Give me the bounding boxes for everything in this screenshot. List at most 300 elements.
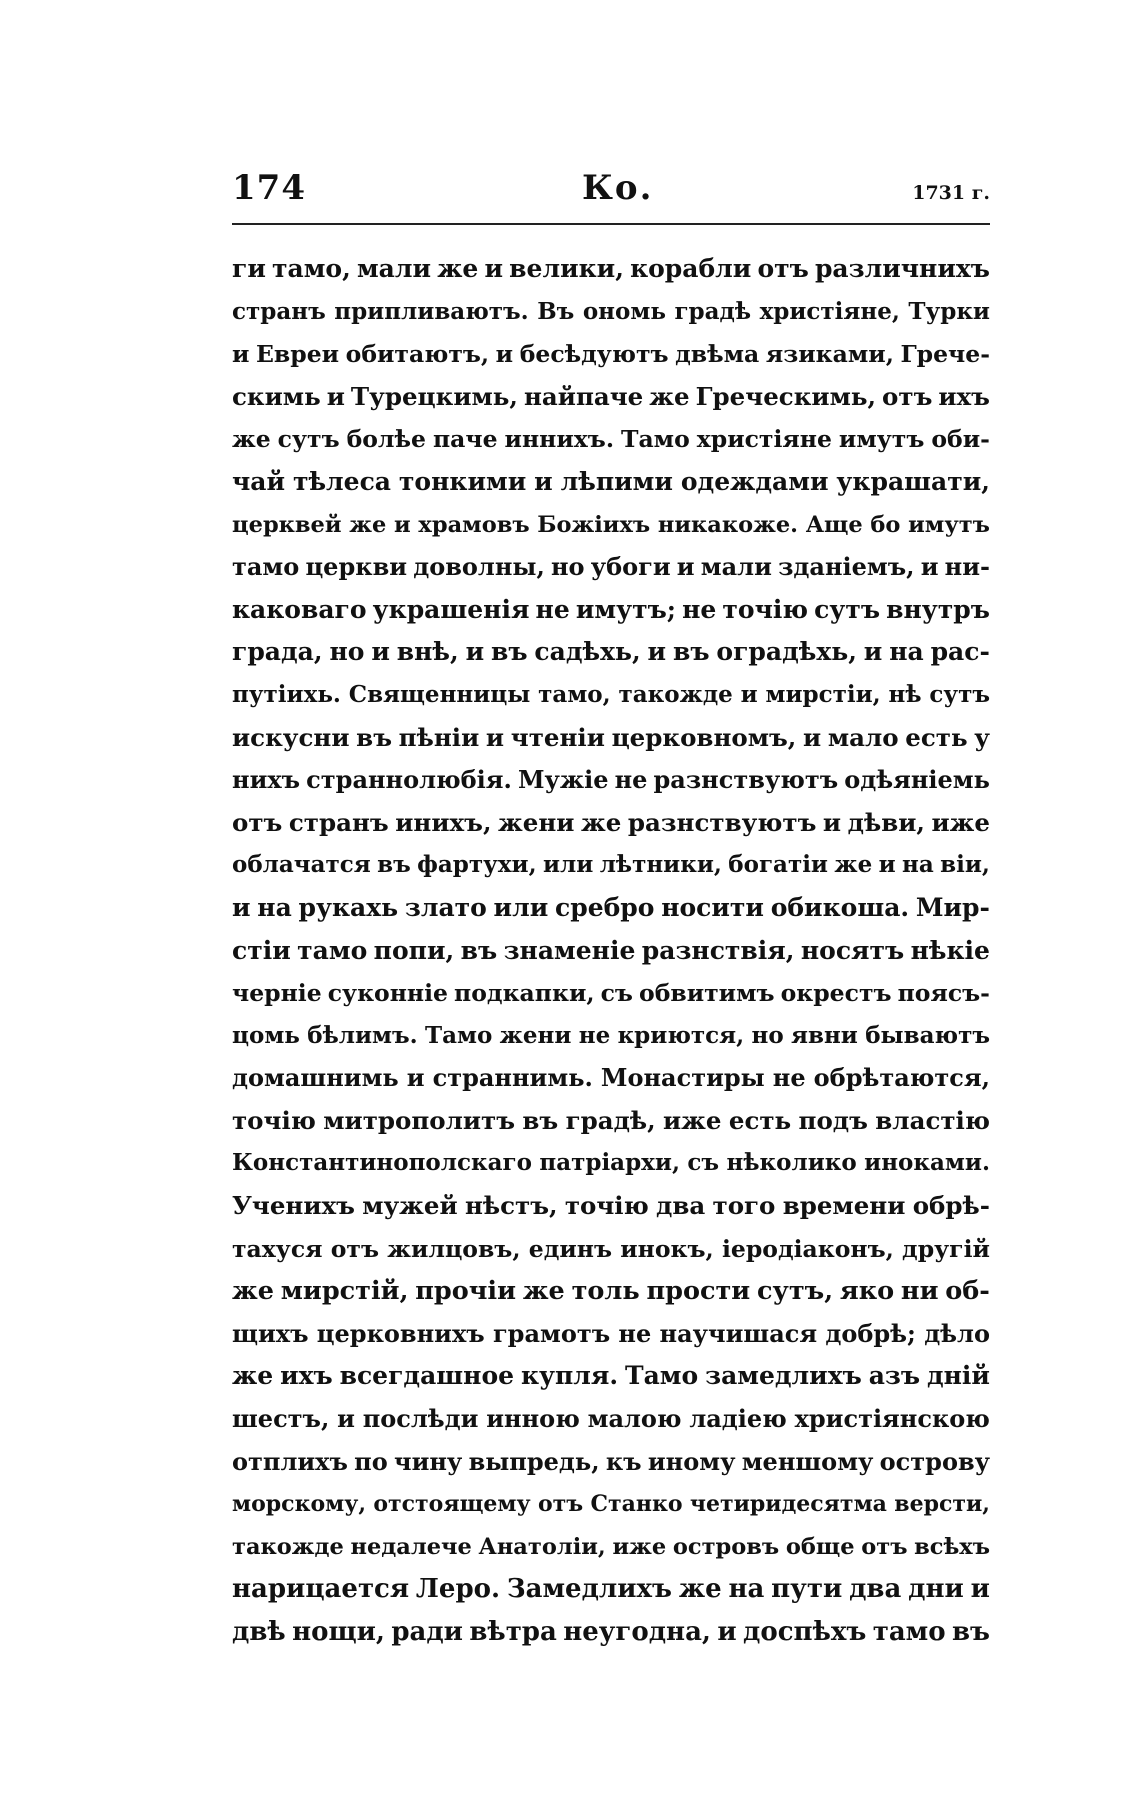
- word: замедлиxъ: [705, 1361, 862, 1391]
- word: грамотъ: [492, 1318, 611, 1348]
- word: Турки: [908, 297, 990, 325]
- word: и: [647, 637, 667, 667]
- word: разнствуютъ: [653, 765, 839, 795]
- word: жени: [499, 1021, 572, 1049]
- word: Константинополскаго: [232, 1149, 532, 1177]
- word: толь: [571, 1276, 640, 1307]
- word: малою: [587, 1404, 682, 1434]
- word: злато: [404, 892, 487, 922]
- word: имутъ: [838, 425, 925, 454]
- word: тамо: [297, 935, 368, 965]
- text-line: [232, 1057, 990, 1100]
- word: обрѣтаются,: [813, 1063, 990, 1093]
- word: митрополитъ: [323, 1105, 516, 1135]
- word: скимь: [232, 381, 321, 411]
- word: паче: [432, 425, 498, 454]
- word: об-: [945, 1276, 990, 1307]
- word: никакоже.: [657, 511, 798, 538]
- word: отъ: [537, 1491, 584, 1518]
- word: же: [349, 511, 387, 538]
- word: ради: [391, 1617, 463, 1647]
- word: зданіемъ,: [778, 552, 915, 582]
- word: дни: [908, 1574, 964, 1605]
- text-line: [232, 1441, 990, 1484]
- word: отстоящему: [373, 1491, 531, 1518]
- year-mark: 1731 г.: [912, 182, 990, 204]
- word: мирстій,: [280, 1276, 409, 1307]
- text-line: [232, 333, 990, 376]
- word: въ: [672, 637, 710, 667]
- word: такожде: [618, 680, 733, 708]
- text-line: [232, 1398, 990, 1441]
- word: окрестъ: [780, 979, 892, 1008]
- word: доволны,: [413, 552, 545, 582]
- word: и: [232, 892, 251, 922]
- word: оби-: [931, 425, 990, 454]
- word: инниxъ.: [504, 425, 614, 454]
- word: стіи: [232, 935, 291, 965]
- word: два: [656, 1191, 706, 1221]
- word: съ: [687, 1149, 720, 1177]
- word: и: [878, 851, 896, 879]
- word: Греческимь,: [695, 381, 877, 411]
- word: иниxъ,: [395, 807, 492, 837]
- word: же: [678, 1574, 722, 1605]
- word: научишася: [659, 1318, 818, 1348]
- word: бываютъ: [865, 1021, 990, 1049]
- word: же: [232, 1361, 274, 1391]
- word: украшати,: [836, 466, 990, 496]
- word: жилцовъ,: [387, 1234, 521, 1263]
- word: на: [889, 637, 924, 667]
- text-line: [232, 631, 990, 674]
- word: отъ: [232, 807, 283, 837]
- word: два: [849, 1574, 902, 1605]
- word: въ: [522, 1105, 559, 1135]
- word: подкапки,: [454, 979, 595, 1008]
- word: христіяне: [696, 425, 832, 454]
- word: неугодна,: [563, 1617, 711, 1647]
- word: купля.: [520, 1361, 619, 1391]
- word: и: [485, 722, 505, 752]
- word: Евреи: [256, 340, 340, 369]
- word: и: [465, 637, 485, 667]
- word: на: [728, 1574, 765, 1605]
- word: одѣяніемь: [844, 765, 990, 795]
- word: отъ: [882, 381, 933, 411]
- text-line: [232, 1611, 990, 1654]
- page-number: 174: [232, 168, 306, 208]
- word: другій: [902, 1234, 990, 1263]
- text-line: [232, 1313, 990, 1356]
- word: Тамо: [620, 425, 690, 454]
- word: христіяне,: [759, 297, 900, 325]
- word: Монастиры: [600, 1063, 765, 1093]
- word: инокъ,: [620, 1234, 714, 1263]
- word: бесѣдуютъ: [519, 340, 669, 369]
- word: разнствія,: [641, 935, 795, 965]
- word: Аще: [805, 511, 863, 538]
- word: различнихъ: [814, 254, 990, 283]
- word: жени: [498, 807, 575, 837]
- word: богатіи: [728, 851, 828, 879]
- word: странъ: [288, 807, 389, 837]
- word: же: [232, 1276, 274, 1307]
- word: обрѣ-: [912, 1191, 990, 1221]
- word: и: [803, 722, 822, 752]
- word: мали: [700, 552, 772, 582]
- word: Божіихъ: [537, 511, 651, 538]
- word: послѣди: [362, 1404, 479, 1434]
- word: знаменіе: [503, 935, 636, 965]
- word: Станко: [590, 1491, 683, 1518]
- word: попи,: [373, 935, 455, 965]
- word: сутъ: [929, 680, 990, 708]
- word: лѣпими: [560, 466, 673, 496]
- word: въ: [377, 851, 411, 879]
- text-line: [232, 461, 990, 504]
- word: нѣколико: [726, 1149, 857, 1177]
- word: обвитимъ: [639, 979, 775, 1008]
- word: но: [329, 637, 365, 667]
- word: цомь: [232, 1021, 300, 1049]
- word: одеждами: [680, 466, 829, 496]
- word: отъ: [757, 254, 809, 283]
- word: островъ: [672, 1533, 780, 1560]
- word: иже: [663, 1105, 722, 1135]
- word: въ: [460, 935, 498, 965]
- word: Тамо: [425, 1021, 493, 1049]
- word: съ: [600, 979, 633, 1008]
- text-line: [232, 802, 990, 845]
- word: есть: [905, 722, 968, 752]
- word: христіянскою: [794, 1404, 990, 1434]
- text-line: [232, 1100, 990, 1143]
- word: всѣхъ: [914, 1533, 990, 1560]
- word: страннолюбія.: [306, 765, 512, 795]
- word: черніе: [232, 979, 322, 1008]
- word: на: [902, 851, 934, 879]
- word: иноками.: [864, 1149, 990, 1177]
- word: не: [618, 1318, 652, 1348]
- word: добрѣ;: [825, 1318, 916, 1348]
- word: лѣтники,: [599, 851, 722, 879]
- word: ладіею: [689, 1404, 787, 1434]
- word: Въ: [537, 297, 575, 325]
- word: подъ: [798, 1105, 868, 1135]
- word: но: [751, 1021, 784, 1049]
- word: не: [772, 1063, 806, 1093]
- word: градѣ: [674, 297, 752, 325]
- word: морскому,: [232, 1491, 366, 1518]
- text-line: [232, 589, 990, 632]
- text-line: [232, 1526, 990, 1569]
- word: Анатоліи,: [478, 1533, 606, 1560]
- word: недалече: [350, 1533, 472, 1560]
- word: же: [437, 254, 479, 283]
- text-line: [232, 546, 990, 589]
- word: странъ: [232, 297, 326, 325]
- word: и: [863, 637, 883, 667]
- text-line: [232, 1015, 990, 1058]
- word: и: [406, 1063, 425, 1093]
- word: же: [649, 381, 690, 411]
- word: Учениxъ: [232, 1191, 355, 1221]
- word: фартухи,: [417, 851, 537, 879]
- word: мали: [356, 254, 432, 283]
- word: же: [581, 807, 622, 837]
- word: каковаго: [232, 594, 367, 624]
- word: всегдашное: [339, 1361, 515, 1391]
- word: Тамо: [625, 1361, 699, 1391]
- word: храмовъ: [418, 511, 530, 538]
- word: версти,: [894, 1491, 990, 1518]
- word: прости: [646, 1276, 751, 1307]
- word: ихъ: [280, 1361, 333, 1391]
- word: ни: [900, 1276, 939, 1307]
- word: двѣ: [232, 1617, 286, 1647]
- word: поясъ-: [897, 979, 990, 1008]
- word: дній: [926, 1361, 990, 1391]
- word: же: [834, 851, 873, 879]
- word: и: [534, 466, 553, 496]
- word: острову: [879, 1446, 990, 1476]
- word: церквей: [232, 511, 342, 538]
- word: есть: [728, 1105, 792, 1135]
- word: не: [535, 594, 570, 624]
- word: сутъ: [277, 425, 340, 454]
- word: въ: [356, 722, 392, 752]
- text-line: [232, 1142, 990, 1185]
- word: внутръ: [886, 594, 990, 624]
- word: властію: [875, 1105, 990, 1135]
- word: обитаютъ,: [345, 340, 490, 369]
- word: Грече-: [900, 340, 990, 369]
- word: и: [484, 254, 504, 283]
- word: или: [542, 851, 594, 879]
- word: найпаче: [523, 381, 644, 411]
- text-line: [232, 1355, 990, 1398]
- page-header: [232, 168, 990, 218]
- body-text: [232, 248, 990, 1654]
- word: рас-: [930, 637, 990, 667]
- word: щихъ: [232, 1318, 309, 1348]
- text-line: [232, 248, 990, 291]
- word: у: [974, 722, 990, 752]
- word: Замедлиxъ: [506, 1574, 672, 1605]
- word: тонкими: [398, 466, 527, 496]
- word: разнствуютъ: [627, 807, 817, 837]
- word: или: [493, 892, 549, 922]
- word: дѣло: [924, 1318, 990, 1348]
- word: меншому: [741, 1446, 874, 1476]
- word: имутъ;: [575, 594, 676, 624]
- word: и: [326, 381, 345, 411]
- word: бо: [870, 511, 901, 538]
- word: оградѣхь,: [716, 637, 857, 667]
- text-line: [232, 972, 990, 1015]
- word: віи,: [940, 851, 990, 879]
- word: церковниxъ: [316, 1318, 485, 1348]
- word: не: [578, 1021, 611, 1049]
- word: церковномъ,: [611, 722, 797, 752]
- word: доспѣхъ: [743, 1617, 867, 1647]
- word: тамо,: [272, 254, 351, 283]
- word: того: [712, 1191, 776, 1221]
- word: времени: [782, 1191, 906, 1221]
- word: нарицается: [232, 1574, 410, 1605]
- word: нѣ: [888, 680, 922, 708]
- word: иже: [612, 1533, 667, 1560]
- word: такожде: [232, 1533, 344, 1560]
- word: искусни: [232, 722, 350, 752]
- text-line: [232, 674, 990, 717]
- word: велики,: [509, 254, 624, 283]
- word: суконніе: [327, 979, 448, 1008]
- word: но: [550, 552, 585, 582]
- word: четиридесятма: [689, 1491, 887, 1518]
- word: корабли: [630, 254, 752, 283]
- word: носити: [661, 892, 764, 922]
- word: носятъ: [800, 935, 905, 965]
- word: мирстіи,: [765, 680, 881, 708]
- word: криются,: [617, 1021, 745, 1049]
- word: Турецкимь,: [350, 381, 518, 411]
- word: нощи,: [292, 1617, 385, 1647]
- word: инною: [486, 1404, 580, 1434]
- text-line: [232, 1185, 990, 1228]
- word: вѣтра: [469, 1617, 557, 1647]
- word: рукахь: [298, 892, 399, 922]
- word: явни: [791, 1021, 858, 1049]
- word: язиками,: [765, 340, 894, 369]
- word: точію: [722, 594, 809, 624]
- word: чтеніи: [510, 722, 605, 752]
- word: прочіи: [415, 1276, 517, 1307]
- text-line: [232, 418, 990, 461]
- word: и: [232, 340, 250, 369]
- text-line: [232, 844, 990, 887]
- word: отплиxъ: [232, 1446, 348, 1476]
- word: по: [354, 1446, 388, 1476]
- word: обще: [785, 1533, 855, 1560]
- word: облачатся: [232, 851, 371, 879]
- word: градѣ,: [565, 1105, 656, 1135]
- word: яко: [839, 1276, 895, 1307]
- word: и: [717, 1617, 737, 1647]
- word: Мир-: [915, 892, 990, 922]
- word: и: [822, 807, 842, 837]
- text-line: [232, 1228, 990, 1271]
- word: мужей: [362, 1191, 458, 1221]
- header-rule: [232, 223, 990, 225]
- word: сутъ,: [757, 1276, 834, 1307]
- word: имутъ: [908, 511, 990, 538]
- word: азъ: [868, 1361, 921, 1391]
- text-line: [232, 1568, 990, 1611]
- text-line: [232, 717, 990, 760]
- word: не: [682, 594, 717, 624]
- word: бѣлимъ.: [307, 1021, 418, 1049]
- text-line: [232, 1270, 990, 1313]
- word: пути: [771, 1574, 843, 1605]
- word: дѣви,: [847, 807, 925, 837]
- word: сребро: [555, 892, 655, 922]
- word: града,: [232, 637, 323, 667]
- word: Мужіе: [517, 765, 609, 795]
- word: тамо: [232, 552, 300, 582]
- text-line: [232, 887, 990, 930]
- word: страннимь.: [432, 1063, 593, 1093]
- text-line: [232, 376, 990, 419]
- text-line: [232, 1483, 990, 1526]
- word: же: [232, 425, 271, 454]
- word: убоги: [590, 552, 671, 582]
- text-line: [232, 504, 990, 547]
- word: же: [522, 1276, 565, 1307]
- word: и: [676, 552, 695, 582]
- word: ги: [232, 254, 266, 283]
- word: садѣхь,: [534, 637, 641, 667]
- word: и: [495, 340, 514, 369]
- word: точію: [232, 1105, 316, 1135]
- word: нѣстъ,: [464, 1191, 558, 1221]
- word: не: [614, 765, 648, 795]
- word: сутъ: [814, 594, 881, 624]
- word: домашнимь: [232, 1063, 399, 1093]
- word: двѣма: [675, 340, 760, 369]
- word: въ: [490, 637, 528, 667]
- word: Священницы: [348, 680, 531, 708]
- word: чай: [232, 466, 286, 496]
- word: патріархи,: [539, 1149, 680, 1177]
- word: и: [371, 637, 390, 667]
- word: отъ: [330, 1234, 379, 1263]
- word: отъ: [861, 1533, 908, 1560]
- word: шестъ,: [232, 1404, 330, 1434]
- word: тамо,: [538, 680, 611, 708]
- word: и: [394, 511, 411, 538]
- word: обикоша.: [770, 892, 910, 922]
- word: украшенія: [372, 594, 530, 624]
- word: чину: [394, 1446, 463, 1476]
- word: въ: [951, 1617, 990, 1647]
- word: ни-: [944, 552, 990, 582]
- word: болѣе: [346, 425, 426, 454]
- word: припливаютъ.: [334, 297, 529, 325]
- word: путіихь.: [232, 680, 341, 708]
- word: внѣ,: [396, 637, 459, 667]
- word: и: [740, 680, 758, 708]
- word: пѣніи: [398, 722, 480, 752]
- word: и: [970, 1574, 990, 1605]
- word: тамо: [872, 1617, 946, 1647]
- word: къ: [605, 1446, 642, 1476]
- text-line: [232, 759, 990, 802]
- running-title: Ко.: [582, 168, 654, 208]
- word: іеродіаконъ,: [721, 1234, 894, 1263]
- word: ихъ: [938, 381, 990, 411]
- word: единъ: [528, 1234, 613, 1263]
- word: Леро.: [415, 1574, 501, 1605]
- word: тахуся: [232, 1234, 323, 1263]
- word: церкви: [305, 552, 408, 582]
- text-line: [232, 291, 990, 334]
- word: тѣлеса: [292, 466, 391, 496]
- word: и: [920, 552, 939, 582]
- text-line: [232, 930, 990, 973]
- word: нихъ: [232, 765, 301, 795]
